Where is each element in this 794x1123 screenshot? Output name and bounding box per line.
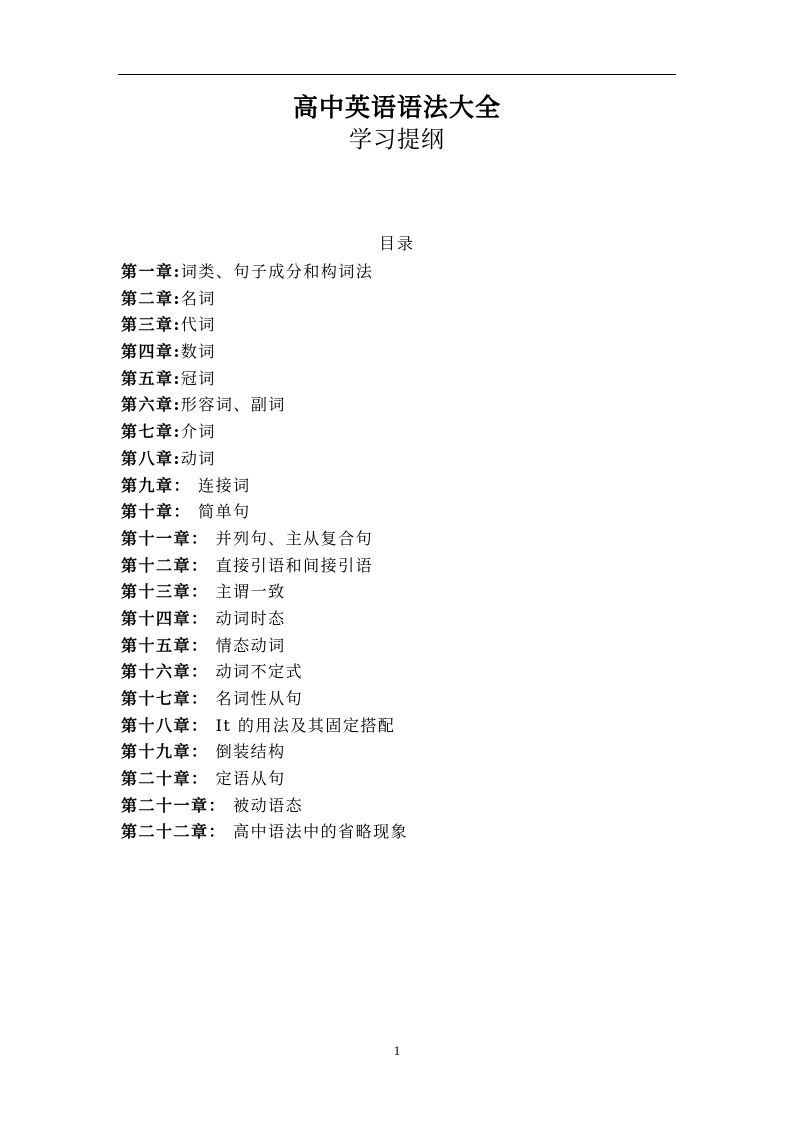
toc-chapter-number: 第九章 [121, 475, 174, 495]
toc-chapter-number: 第二十章 [121, 769, 192, 789]
toc-heading: 目录 [378, 234, 415, 253]
title-block [0, 92, 794, 156]
toc-item [121, 499, 408, 526]
toc-chapter-number: 第十四章 [121, 608, 192, 628]
toc-chapter-number: 第十九章 [121, 742, 192, 762]
toc-separator: : [173, 342, 181, 362]
toc-separator: ： [208, 795, 234, 815]
header-rule [118, 74, 676, 75]
toc-item [121, 553, 408, 580]
toc-separator: : [173, 368, 181, 388]
toc-item [121, 819, 408, 846]
toc-chapter-number: 第十三章 [121, 582, 192, 602]
toc-separator: ： [191, 635, 216, 655]
toc-chapter-title: 动词不定式 [215, 662, 304, 682]
toc-chapter-title: 被动语态 [233, 795, 304, 815]
toc-item [121, 633, 408, 660]
toc-chapter-title: 高中语法中的省略现象 [233, 822, 409, 842]
toc-item [121, 766, 408, 793]
toc-item [121, 312, 408, 339]
toc-separator: ： [173, 475, 199, 495]
toc-chapter-title: 名词 [180, 288, 216, 308]
toc-separator: ： [191, 715, 216, 735]
toc-chapter-title: 直接引语和间接引语 [215, 555, 374, 575]
toc-separator: : [173, 395, 181, 415]
table-of-contents [121, 259, 408, 846]
toc-chapter-title: 定语从句 [215, 769, 286, 789]
toc-chapter-title: It 的用法及其固定搭配 [215, 715, 396, 735]
toc-item [121, 446, 408, 473]
toc-chapter-title: 并列句、主从复合句 [215, 528, 374, 548]
toc-chapter-title: 介词 [180, 422, 216, 442]
toc-item [121, 339, 408, 366]
toc-item [121, 579, 408, 606]
toc-item [121, 473, 408, 500]
toc-item [121, 739, 408, 766]
toc-chapter-title: 简单句 [198, 502, 251, 522]
toc-chapter-number: 第十章 [121, 502, 174, 522]
toc-separator: : [173, 422, 181, 442]
toc-separator: : [173, 262, 181, 281]
toc-chapter-title: 冠词 [180, 368, 216, 388]
toc-chapter-number: 第十一章 [121, 528, 192, 548]
toc-item [121, 392, 408, 419]
toc-item [121, 606, 408, 633]
toc-separator: ： [191, 742, 216, 762]
toc-chapter-title: 代词 [180, 315, 216, 335]
toc-chapter-number: 第四章 [121, 342, 174, 362]
toc-chapter-title: 连接词 [198, 475, 251, 495]
toc-separator: ： [191, 662, 216, 682]
toc-chapter-number: 第一章 [121, 262, 174, 281]
toc-chapter-number: 第十七章 [121, 689, 192, 708]
toc-item [121, 793, 408, 820]
toc-separator: ： [191, 608, 216, 628]
toc-item [121, 259, 408, 286]
toc-chapter-title: 动词时态 [215, 608, 286, 628]
toc-chapter-title: 动词 [180, 448, 216, 468]
toc-separator: ： [173, 502, 199, 522]
toc-chapter-number: 第六章 [121, 395, 174, 415]
toc-item [121, 659, 408, 686]
toc-chapter-title: 数词 [180, 342, 216, 362]
toc-item [121, 686, 408, 713]
toc-separator: ： [191, 555, 216, 575]
toc-chapter-title: 主谓一致 [215, 582, 286, 602]
toc-separator: ： [191, 769, 216, 789]
toc-separator: ： [191, 528, 216, 548]
toc-item [121, 286, 408, 313]
toc-chapter-number: 第十二章 [121, 555, 192, 575]
toc-chapter-title: 情态动词 [215, 635, 286, 655]
toc-chapter-number: 第二十二章 [121, 822, 209, 842]
toc-separator: : [173, 315, 181, 335]
toc-separator: ： [191, 582, 216, 602]
toc-chapter-number: 第三章 [121, 315, 174, 335]
toc-chapter-number: 第八章 [121, 448, 174, 468]
toc-chapter-number: 第七章 [121, 422, 174, 442]
toc-chapter-number: 第二章 [121, 288, 174, 308]
toc-chapter-title: 名词性从句 [215, 689, 304, 708]
toc-chapter-title: 词类、句子成分和构词法 [180, 262, 374, 281]
toc-chapter-number: 第二十一章 [121, 795, 209, 815]
toc-item [121, 366, 408, 393]
toc-chapter-title: 倒装结构 [215, 742, 286, 762]
toc-separator: : [173, 448, 181, 468]
toc-separator: ： [208, 822, 234, 842]
toc-chapter-title: 形容词、副词 [180, 395, 286, 415]
toc-separator: : [173, 288, 181, 308]
toc-separator: ： [191, 689, 216, 708]
toc-chapter-number: 第十六章 [121, 662, 192, 682]
page-number: 1 [393, 1043, 401, 1058]
document-subtitle: 学习提纲 [349, 127, 445, 153]
document-title: 高中英语语法大全 [292, 93, 501, 122]
toc-item [121, 526, 408, 553]
toc-item [121, 713, 408, 740]
toc-chapter-number: 第十八章 [121, 715, 192, 735]
toc-item [121, 419, 408, 446]
toc-chapter-number: 第五章 [121, 368, 174, 388]
toc-chapter-number: 第十五章 [121, 635, 192, 655]
